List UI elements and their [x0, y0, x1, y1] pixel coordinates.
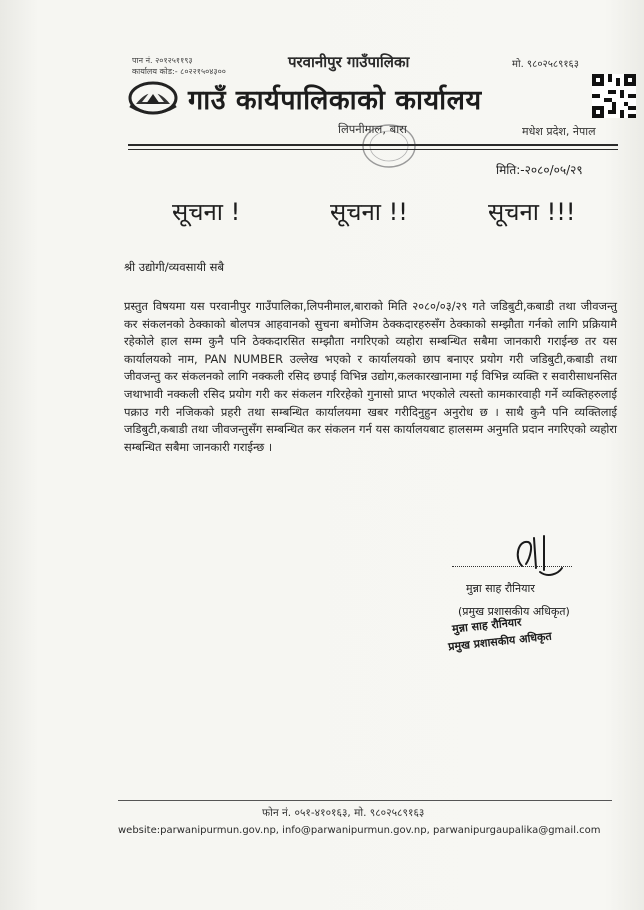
salutation: श्री उद्योगी/व्यवसायी सबै	[124, 260, 225, 274]
letter-date: मिति:-२०८०/०५/२९	[496, 163, 583, 177]
notice-body: प्रस्तुत विषयमा यस परवानीपुर गाउँपालिका,लिपनीमाल,बाराको मिति २०८०/०३/२९ गते जडिबुटी,कबाडी तथा जीवजन्तु कर संकलनको ठेक्काको बोलपत्र आहवानको सुचना बमोजिम ठेक्कदारहरुसँग ठेक्काको सम्झौता गर्नको लागि प्रक्रियामै रहेकोले हाल सम्म कुनै पनि ठेक्कदारसित सम्झौता नगरिएको व्यहोरा सम्बन्धित सबैमा जानकारी गराईन्छ तर यस कार्यालयको नाम, PAN NUMBER उल्लेख भएको र कार्यालयको छाप बनाएर प्रयोग गरी जडिबुटी,कबाडी तथा जीवजन्तु कर संकलनको लागि नक्कली रसिद छपाई विभिन्न उद्योग,कलकारखानामा गई विभिन्न व्यक्ति र सवारीसाधनसित जथाभावी नक्कली रसिद प्रयोग गरी कर संकलन गरिरहेको गुनासो प्राप्त भएकोले त्यस्तो कामकारवाही गर्ने व्यक्तिहरुलाई पक्राउ गरी नजिकको प्रहरी तथा सम्बन्धित कार्यालयमा खबर गरीदिनुहुन अनुरोध छ । साथै कुनै पनि व्यक्तिलाई जडिबुटी,कबाडी तथा जीवजन्तुसँग सम्बन्धित कर संकलन गर्न यस कार्यालयबाट हालसम्म अनुमति प्रदान नगरिएको व्यहोरा सम्बन्धित सबैमा जानकारी गराईन्छ ।	[124, 299, 617, 454]
footer-contact: website:parwanipurmun.gov.np, info@parwanipurmun.gov.np, parwanipurgaupalika@gmail.com	[118, 825, 601, 836]
footer-phone: फोन नं. ०५१-४१०१६३, मो. ९८०२५८९१६३	[262, 807, 425, 819]
notice-heading-3: सूचना !!!	[488, 198, 576, 226]
stamp-signer-name: मुन्ना साह रौनियार	[451, 615, 523, 636]
notice-heading-1: सूचना !	[172, 198, 241, 226]
signature-line	[452, 566, 572, 567]
municipality-name: परवानीपुर गाउँपालिका	[288, 53, 410, 71]
signer-name: मुन्ना साह रौनियार	[466, 582, 535, 595]
header-phone: मो. ९८०२५८९१६३	[512, 59, 579, 70]
handwritten-signature-icon	[500, 528, 570, 588]
footer-rule	[118, 800, 612, 801]
province: मधेश प्रदेश, नेपाल	[522, 125, 596, 138]
header-rule	[128, 144, 618, 146]
nepal-emblem-icon	[128, 78, 178, 118]
signer-title: (प्रमुख प्रशासकीय अधिकृत)	[458, 605, 570, 618]
pan-number: पान नं. २०१२५११९३	[132, 56, 193, 65]
stamp-signer-title: प्रमुख प्रशासकीय अधिकृत	[447, 629, 553, 654]
header-rule-thin	[128, 149, 618, 150]
office-address: लिपनीमाल, बारा	[338, 122, 407, 136]
office-code: कार्यालय कोड:- ८०२२१५०४३००	[132, 67, 226, 76]
notice-heading-2: सूचना !!	[330, 198, 408, 226]
qr-code-icon	[592, 74, 636, 118]
office-title: गाउँ कार्यपालिकाको कार्यालय	[188, 85, 482, 116]
